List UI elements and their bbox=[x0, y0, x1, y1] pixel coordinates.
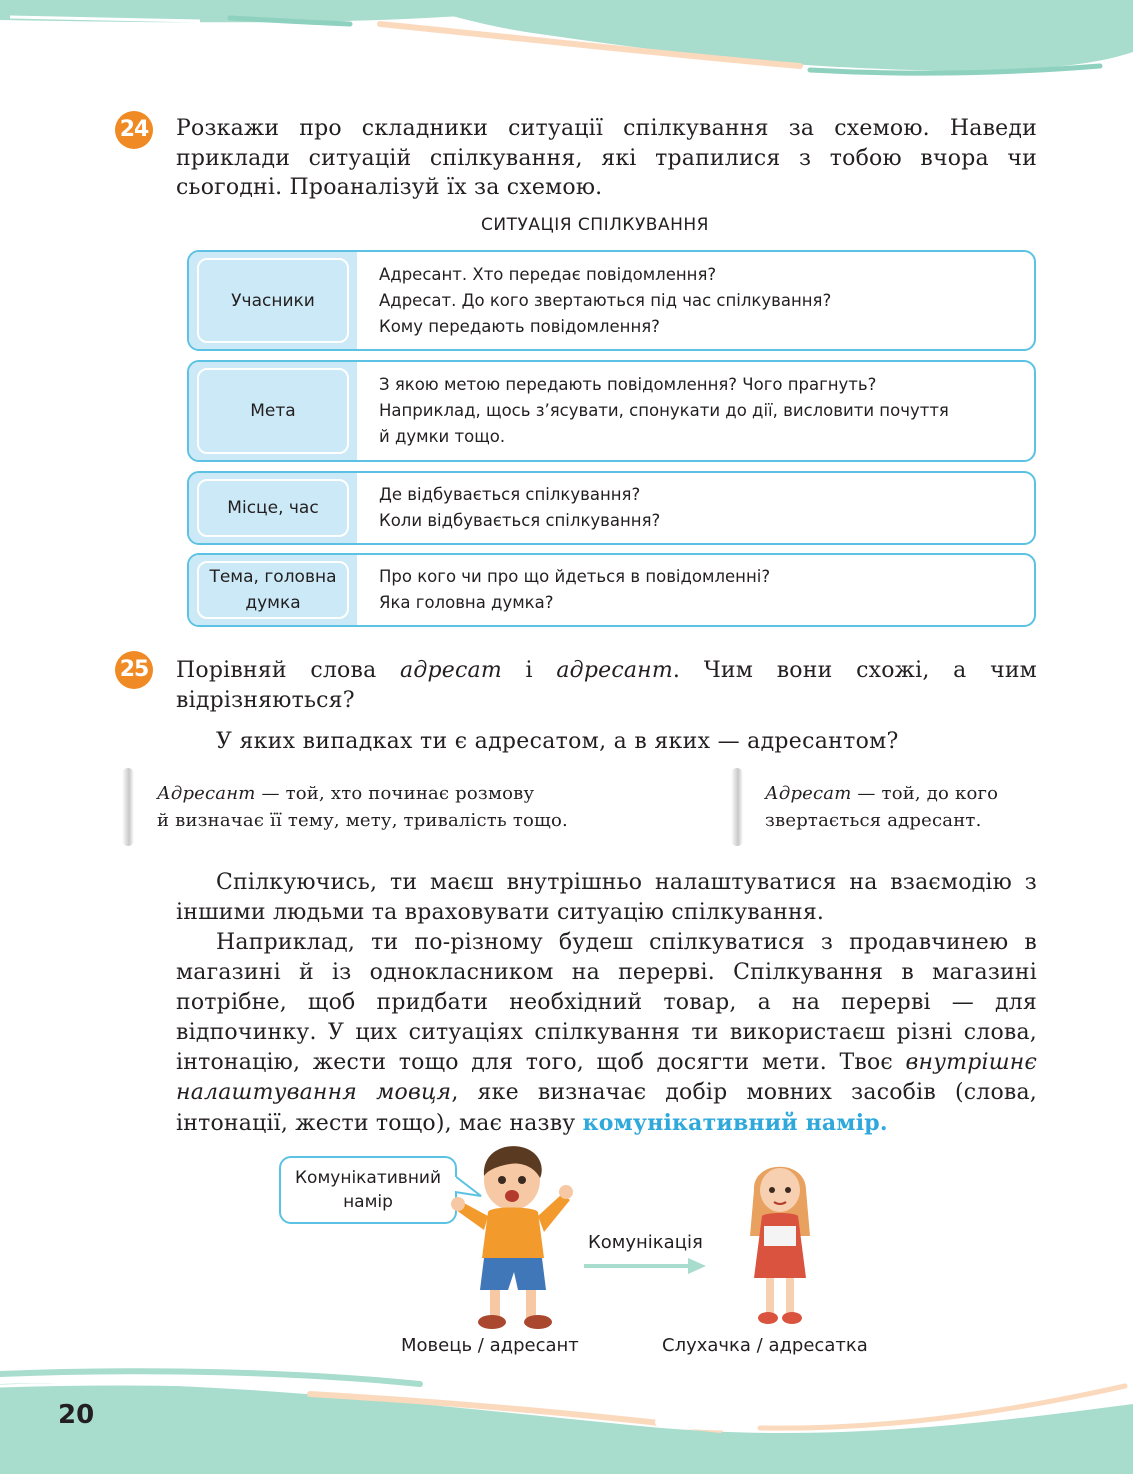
scheme-row-topic bbox=[187, 553, 1036, 627]
scheme-title: СИТУАЦІЯ СПІЛКУВАННЯ bbox=[481, 215, 709, 235]
task-25-question: У яких випадках ти є адресатом, а в яких — адресантом? bbox=[216, 729, 899, 754]
listener-caption: Слухачка / адресатка bbox=[662, 1335, 868, 1356]
paragraph: Спілкуючись, ти маєш внутрішньо налаштуватися на взаємодію з іншими людьми та враховувати ситуацію спілкування. bbox=[176, 870, 1037, 925]
task-24-text: Розкажи про складники ситуації спілкування за схемою. Наведи приклади ситуацій спілкування, які трапилися з тобою вчора чи сьогодні. Проаналізуй їх за схемою. bbox=[176, 116, 1037, 200]
speaker-caption: Мовець / адресант bbox=[401, 1335, 579, 1356]
definition-sender: Адресант — той, хто починає розмову й визначає її тему, мету, тривалість тощо. bbox=[157, 783, 568, 831]
task-number-badge: 24 bbox=[115, 111, 153, 149]
scheme-description: Про кого чи про що йдеться в повідомленні? Яка головна думка? bbox=[379, 567, 771, 612]
scheme-row-purpose bbox=[187, 360, 1036, 462]
boy-speaker-illustration bbox=[450, 1140, 580, 1335]
definition-bar bbox=[731, 768, 743, 846]
definition-bar bbox=[122, 768, 134, 846]
scheme-description: З якою метою передають повідомлення? Чого прагнуть? Наприклад, щось з’ясувати, спонукати до дії, висловити почуття й думки тощо. bbox=[379, 375, 949, 446]
scheme-label: Тема, головна думка bbox=[197, 561, 349, 619]
scheme-row-participants bbox=[187, 250, 1036, 351]
scheme-label: Мета bbox=[197, 368, 349, 454]
task-25-text: Порівняй слова адресат і адресант. Чим вони схожі, а чим відрізняються? bbox=[176, 658, 1037, 713]
girl-listener-illustration bbox=[740, 1156, 820, 1336]
arrow-label: Комунікація bbox=[588, 1232, 703, 1253]
page-number: 20 bbox=[58, 1400, 95, 1430]
bottom-decoration bbox=[0, 1364, 1133, 1474]
arrow-right-icon bbox=[584, 1256, 710, 1276]
definition-receiver: Адресат — той, до кого звертається адресант. bbox=[765, 783, 999, 831]
speech-bubble: Комунікативний намір bbox=[279, 1156, 457, 1224]
scheme-row-place-time bbox=[187, 471, 1036, 545]
scheme-label: Місце, час bbox=[197, 479, 349, 537]
scheme-description: Адресант. Хто передає повідомлення? Адресат. До кого звертаються під час спілкування? Кому передають повідомлення? bbox=[379, 264, 832, 336]
top-decoration bbox=[0, 0, 1133, 90]
task-number-badge: 25 bbox=[115, 651, 153, 689]
paragraph: Наприклад, ти по-різному будеш спілкуватися з продавчинею в магазині й із однокласником на перерві. Спілкування в магазині потрібне, щоб придбати необхідний товар, а на перерві — для відпочинку. У цих ситуаціях спілкування ти використаєш різні слова, інтонацію, жести тощо для того, щоб досягти мети. Твоє внутрішнє налаштування мовця, яке визначає добір мовних засобів (слова, інтонації, жести тощо), має назву комунікативний намір. bbox=[176, 930, 1037, 1136]
scheme-description: Де відбувається спілкування? Коли відбувається спілкування? bbox=[379, 485, 661, 530]
scheme-label: Учасники bbox=[197, 258, 349, 343]
